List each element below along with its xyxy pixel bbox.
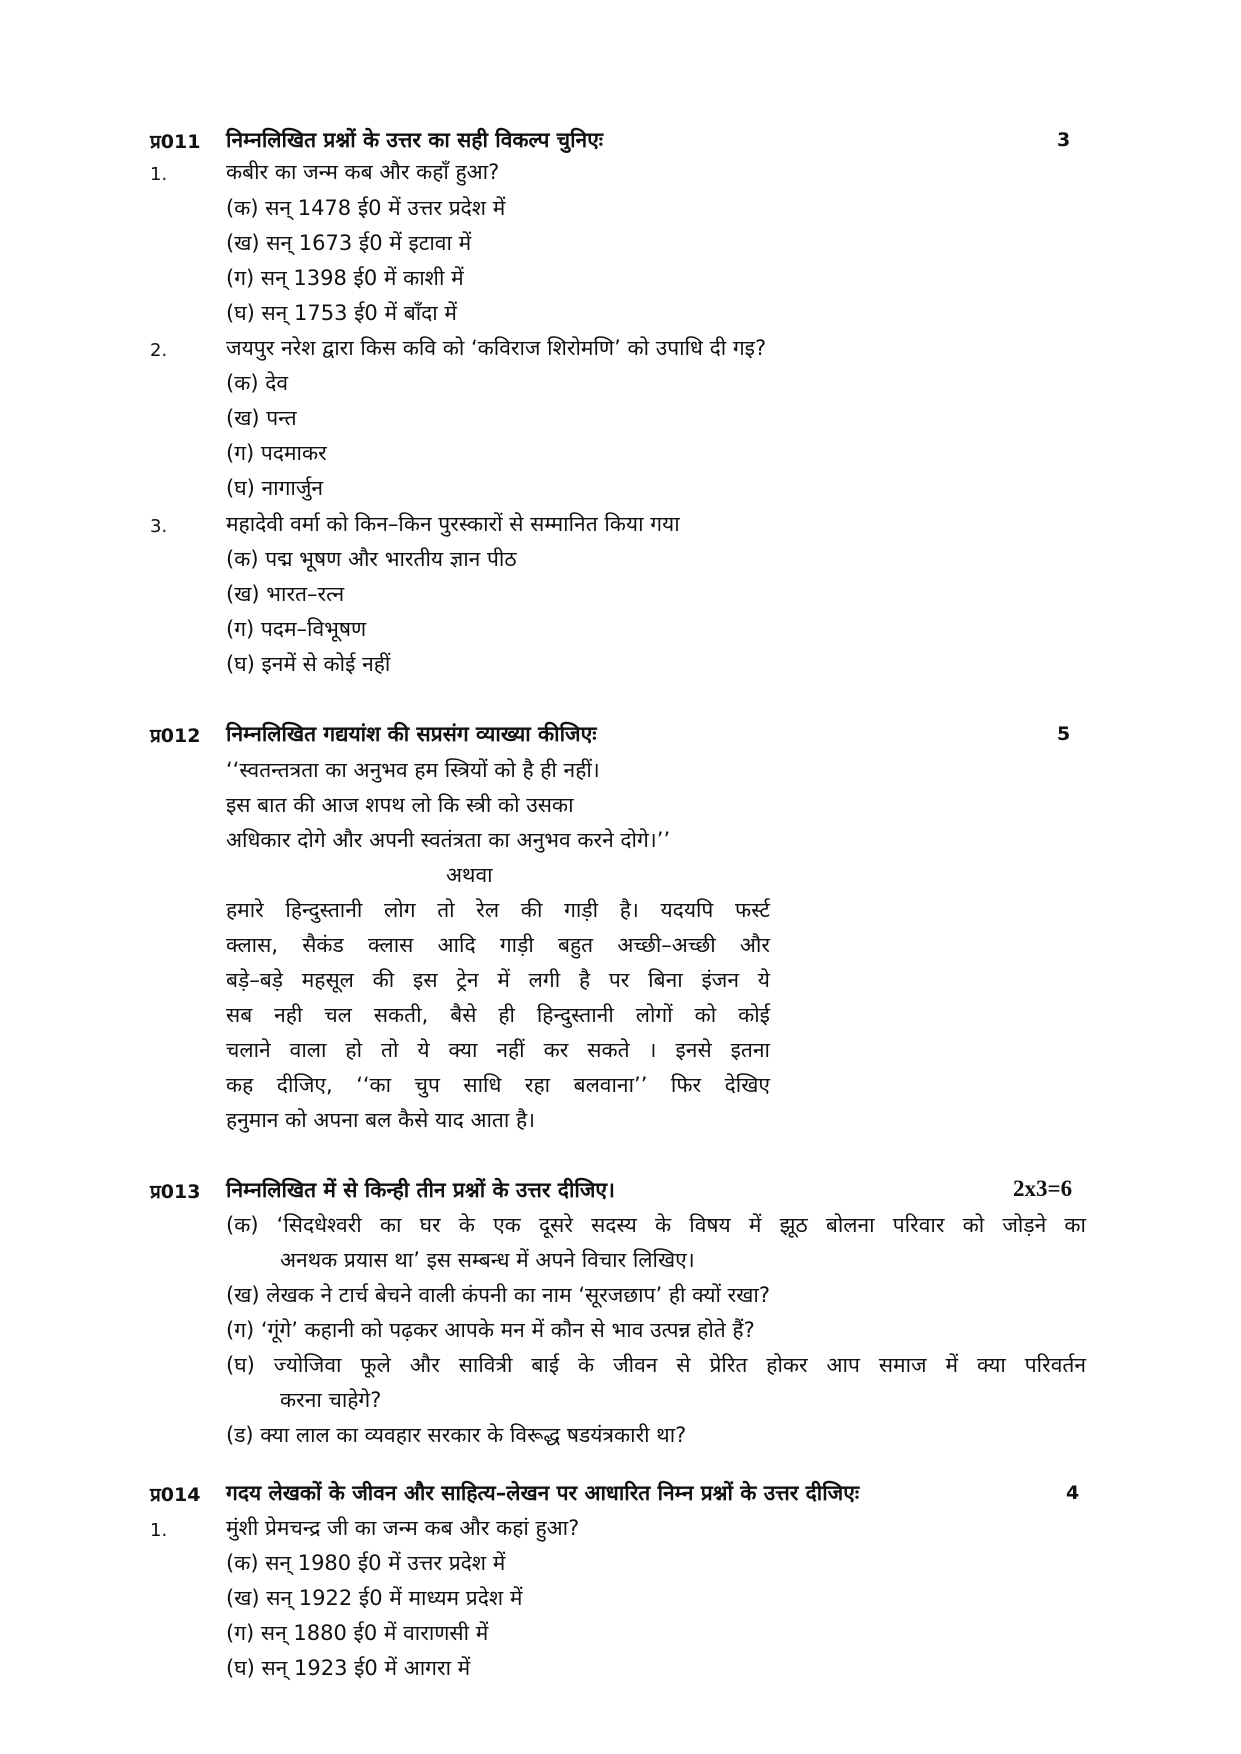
q14-item1-number: 1. [150, 1520, 168, 1541]
q12-marks: 5 [1057, 723, 1071, 745]
q13-option-nga: (ड) क्या लाल का व्यवहार सरकार के विरूद्ध षडयंत्रकारी था? [226, 1423, 687, 1447]
q14-item1-option-kha: (ख) सन् 1922 ई0 में माध्यम प्रदेश में [226, 1586, 523, 1610]
q11-item1-question: कबीर का जन्म कब और कहाँ हुआ? [226, 160, 500, 184]
q14-item1-option-ga: (ग) सन् 1880 ई0 में वाराणसी में [226, 1621, 489, 1645]
q11-item3-question: महादेवी वर्मा को किन–किन पुरस्कारों से सम्मानित किया गया [226, 512, 680, 536]
q14-marks: 4 [1066, 1482, 1080, 1504]
q11-item3-option-gha: (घ) इनमें से कोई नहीं [226, 652, 391, 676]
q13-option-gha-line2: करना चाहेगे? [280, 1388, 382, 1412]
q11-item2-question: जयपुर नरेश द्वारा किस कवि को ‘कविराज शिरोमणि’ को उपाधि दी गइ? [226, 336, 767, 360]
q12-passage2-line1: हमारे हिन्दुस्तानी लोग तो रेल की गाड़ी है। यदयपि फर्स्ट [226, 898, 770, 922]
q11-item2-option-kha: (ख) पन्त [226, 406, 297, 430]
q13-option-ga: (ग) ‘गूंगे’ कहानी को पढ़कर आपके मन में कौन से भाव उत्पन्न होते हैं? [226, 1318, 755, 1342]
q12-heading: निम्नलिखित गद्ययांश की सप्रसंग व्याख्या कीजिएः [226, 722, 597, 746]
q11-item1-option-ga: (ग) सन् 1398 ई0 में काशी में [226, 266, 464, 290]
q11-item3-option-ka: (क) पद्म भूषण और भारतीय ज्ञान पीठ [226, 547, 517, 571]
q12-passage2-line4: सब नही चल सकती, बैसे ही हिन्दुस्तानी लोगों को कोई [226, 1003, 770, 1027]
q11-item2-option-ka: (क) देव [226, 371, 289, 395]
q11-item2-number: 2. [150, 340, 168, 361]
q13-option-kha: (ख) लेखक ने टार्च बेचने वाली कंपनी का नाम ‘सूरजछाप’ ही क्यों रखा? [226, 1283, 770, 1307]
q12-passage2-line7: हनुमान को अपना बल कैसे याद आता है। [226, 1108, 536, 1132]
q12-number: प्र012 [150, 725, 201, 747]
q14-number: प्र014 [150, 1484, 201, 1506]
q13-option-ka-line2: अनथक प्रयास था’ इस सम्बन्ध में अपने विचार लिखिए। [280, 1248, 695, 1272]
q14-item1-question: मुंशी प्रेमचन्द्र जी का जन्म कब और कहां हुआ? [226, 1516, 580, 1540]
q11-item2-option-gha: (घ) नागार्जुन [226, 476, 324, 500]
q13-number: प्र013 [150, 1181, 201, 1203]
q11-item3-option-ga: (ग) पदम–विभूषण [226, 617, 367, 641]
q11-item1-option-gha: (घ) सन् 1753 ई0 में बाँदा में [226, 301, 457, 325]
q11-item3-number: 3. [150, 516, 168, 537]
q11-marks: 3 [1057, 129, 1071, 151]
q12-or-separator: अथवा [446, 863, 493, 887]
q11-item1-number: 1. [150, 164, 168, 185]
q11-heading: निम्नलिखित प्रश्नों के उत्तर का सही विकल्प चुनिएः [226, 128, 604, 152]
q11-item3-option-kha: (ख) भारत–रत्न [226, 582, 345, 606]
q11-item1-option-ka: (क) सन् 1478 ई0 में उत्तर प्रदेश में [226, 196, 506, 220]
q12-passage1-line2: इस बात की आज शपथ लो कि स्त्री को उसका [226, 793, 574, 817]
q14-item1-option-ka: (क) सन् 1980 ई0 में उत्तर प्रदेश में [226, 1551, 506, 1575]
q13-option-ka-line1: (क) ‘सिदधेश्वरी का घर के एक दूसरे सदस्य के विषय में झूठ बोलना परिवार को जोड़ने का [226, 1213, 1086, 1237]
q11-item1-option-kha: (ख) सन् 1673 ई0 में इटावा में [226, 231, 472, 255]
q12-passage1-line1: ‘‘स्वतन्तत्रता का अनुभव हम स्त्रियों को है ही नहीं। [226, 758, 600, 782]
q13-marks: 2x3=6 [1013, 1176, 1073, 1201]
q12-passage2-line3: बड़े–बड़े महसूल की इस ट्रेन में लगी है पर बिना इंजन ये [226, 968, 770, 992]
q11-number: प्र011 [150, 131, 201, 153]
q11-item2-option-ga: (ग) पदमाकर [226, 441, 327, 465]
q12-passage2-line6: कह दीजिए, ‘‘का चुप साधि रहा बलवाना’’ फिर देखिए [226, 1073, 770, 1097]
q12-passage2-line2: क्लास, सैकंड क्लास आदि गाड़ी बहुत अच्छी–अच्छी और [226, 933, 770, 957]
q13-option-gha-line1: (घ) ज्योजिवा फूले और सावित्री बाई के जीवन से प्रेरित होकर आप समाज में क्या परिवर्तन [226, 1353, 1086, 1377]
q14-heading: गदय लेखकों के जीवन और साहित्य–लेखन पर आधारित निम्न प्रश्नों के उत्तर दीजिएः [226, 1481, 860, 1505]
q12-passage1-line3: अधिकार दोगे और अपनी स्वतंत्रता का अनुभव करने दोगे।’’ [226, 828, 671, 852]
q14-item1-option-gha: (घ) सन् 1923 ई0 में आगरा में [226, 1656, 471, 1680]
q13-heading: निम्नलिखित में से किन्ही तीन प्रश्नों के उत्तर दीजिए। [226, 1178, 615, 1202]
q12-passage2-line5: चलाने वाला हो तो ये क्या नहीं कर सकते । इनसे इतना [226, 1038, 770, 1062]
